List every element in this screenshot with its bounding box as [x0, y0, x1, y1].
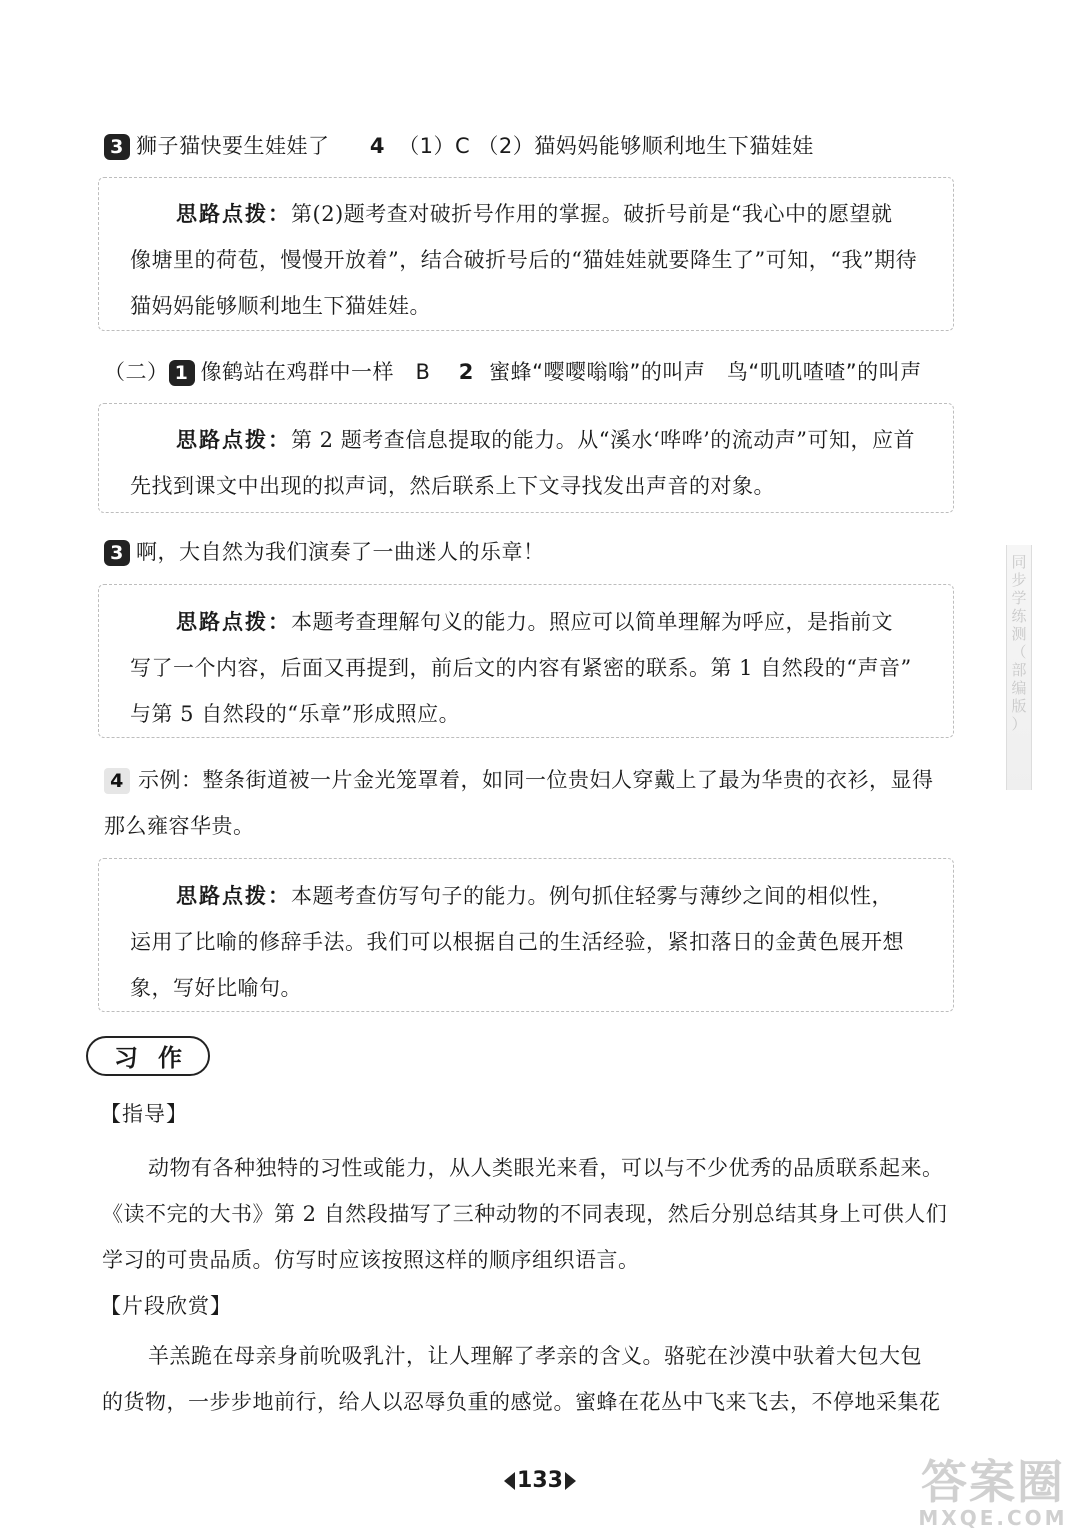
guide-line: 学习的可贵品质。仿写时应该按照这样的顺序组织语言。	[102, 1248, 640, 1272]
page-number-text: 133	[517, 1468, 563, 1493]
side-tab-char: 编	[1011, 679, 1027, 697]
side-tab-char: （	[1011, 643, 1027, 661]
watermark-url: MXQE.COM	[918, 1506, 1068, 1530]
question-number-badge: 3	[104, 540, 130, 566]
hint-line: 先找到课文中出现的拟声词，然后联系上下文寻找发出声音的对象。	[130, 474, 775, 498]
excerpt-line: 羊羔跪在母亲身前吮吸乳汁，让人理解了孝亲的含义。骆驼在沙漠中驮着大包大包	[148, 1344, 922, 1368]
side-tab-char: 版	[1011, 697, 1027, 715]
hint-line: 像塘里的荷苞，慢慢开放着”，结合破折号后的“猫娃娃就要降生了”可知，“我”期待	[130, 248, 918, 272]
page-number	[470, 1468, 610, 1493]
hint-line: 与第 5 自然段的“乐章”形成照应。	[130, 702, 461, 726]
hint-label: 思路点拨：	[176, 883, 291, 908]
watermark	[908, 1455, 1078, 1530]
side-tab-char: 测	[1011, 625, 1027, 643]
side-tab-char: 部	[1011, 661, 1027, 679]
question-number-badge: 4	[104, 768, 130, 794]
answer-text: 像鹤站在鸡群中一样 B	[200, 360, 431, 384]
side-tab-char: 同	[1011, 553, 1027, 571]
section-title: 习作	[86, 1036, 210, 1076]
hint-line: 象，写好比喻句。	[130, 976, 302, 1000]
question-number: 4	[369, 134, 385, 158]
part-prefix: （二）	[104, 360, 169, 384]
hint-text	[176, 606, 893, 636]
guide-heading: 【指导】	[100, 1102, 188, 1126]
side-tab-char: 学	[1011, 589, 1027, 607]
guide-line: 动物有各种独特的习性或能力，从人类眼光来看，可以与不少优秀的品质联系起来。	[148, 1156, 944, 1180]
side-tab-char: 步	[1011, 571, 1027, 589]
question-number: 2	[458, 360, 474, 384]
answer-line-part2-q3	[104, 536, 545, 566]
answer-text: 示例：整条街道被一片金光笼罩着，如同一位贵妇人穿戴上了最为华贵的衣衫，显得	[138, 768, 934, 792]
excerpt-heading: 【片段欣赏】	[100, 1294, 232, 1318]
guide-line: 《读不完的大书》第 2 自然段描写了三种动物的不同表现，然后分别总结其身上可供人们	[102, 1202, 948, 1226]
answer-line-3-4	[104, 130, 814, 160]
hint-line: 本题考查理解句义的能力。照应可以简单理解为呼应，是指前文	[291, 610, 893, 634]
answer-text: （1）C （2）猫妈妈能够顺利地生下猫娃娃	[398, 134, 814, 158]
answer-line-part2	[104, 356, 922, 386]
hint-line: 第(2)题考查对破折号作用的掌握。破折号前是“我心中的愿望就	[291, 202, 893, 226]
hint-text	[176, 424, 915, 454]
hint-label: 思路点拨：	[176, 201, 291, 226]
triangle-left-icon	[504, 1472, 515, 1490]
hint-line: 运用了比喻的修辞手法。我们可以根据自己的生活经验，紧扣落日的金黄色展开想	[130, 930, 904, 954]
answer-text: 狮子猫快要生娃娃了	[136, 134, 330, 158]
question-number-badge: 1	[169, 360, 195, 386]
excerpt-line: 的货物，一步步地前行，给人以忍辱负重的感觉。蜜蜂在花丛中飞来飞去，不停地采集花	[102, 1390, 941, 1414]
answer-text: 那么雍容华贵。	[104, 814, 255, 838]
hint-line: 第 2 题考查信息提取的能力。从“溪水‘哗哗’的流动声”可知，应首	[291, 428, 916, 452]
hint-line: 本题考查仿写句子的能力。例句抓住轻雾与薄纱之间的相似性，	[291, 884, 893, 908]
side-tab-char: 练	[1011, 607, 1027, 625]
side-tab	[1006, 545, 1032, 790]
watermark-logo: 答案圈	[921, 1455, 1065, 1509]
side-tab-char: ）	[1011, 715, 1027, 733]
triangle-right-icon	[565, 1472, 576, 1490]
hint-label: 思路点拨：	[176, 427, 291, 452]
hint-line: 写了一个内容，后面又再提到，前后文的内容有紧密的联系。第 1 自然段的“声音”	[130, 656, 912, 680]
hint-text	[176, 198, 892, 228]
hint-label: 思路点拨：	[176, 609, 291, 634]
answer-text: 啊，大自然为我们演奏了一曲迷人的乐章！	[136, 540, 545, 564]
hint-text	[176, 880, 893, 910]
answer-line-part2-q4	[104, 764, 934, 794]
answer-text: 蜜蜂“嘤嘤嗡嗡”的叫声 鸟“叽叽喳喳”的叫声	[489, 360, 922, 384]
question-number-badge: 3	[104, 134, 130, 160]
hint-line: 猫妈妈能够顺利地生下猫娃娃。	[130, 294, 431, 318]
